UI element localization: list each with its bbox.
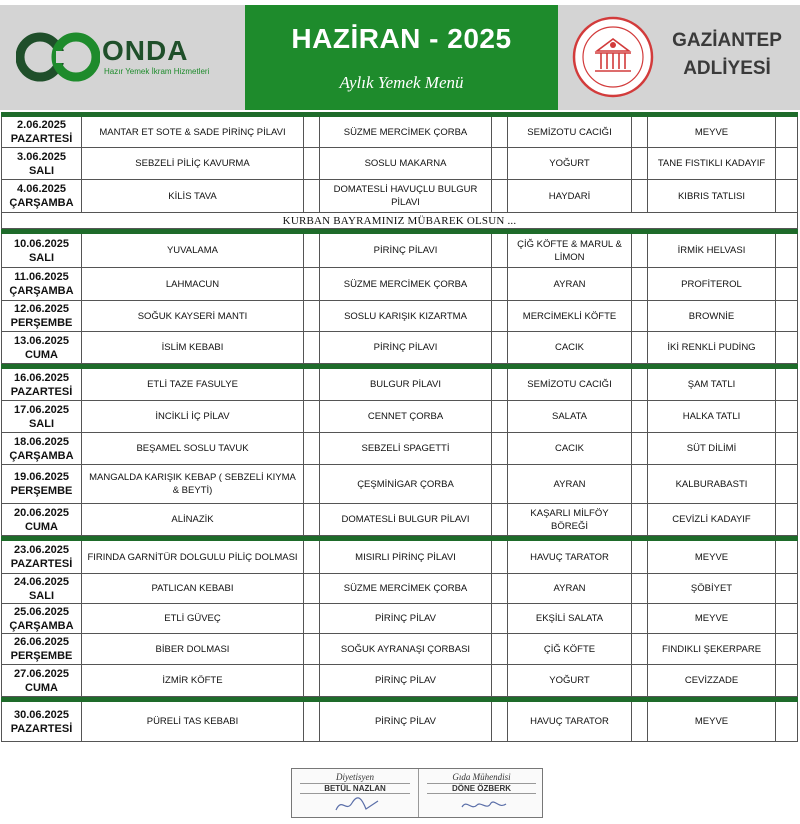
date-text: 24.06.2025 [13,575,70,588]
column-spacer [491,665,507,697]
menu-row [1,465,798,504]
company-tagline: Hazır Yemek İkram Hizmetleri [104,67,210,76]
column-spacer [775,401,798,433]
dessert-cell: İKİ RENKLİ PUDİNG [647,332,775,364]
date-cell [1,401,81,433]
main-dish-cell: ETLİ GÜVEÇ [81,604,303,634]
weekday-text: SALI [28,417,55,430]
date-cell [1,268,81,301]
main-dish-cell: MANGALDA KARIŞIK KEBAP ( SEBZELİ KIYMA & BEYTİ) [81,465,303,504]
menu-row [1,702,798,742]
column-spacer [775,665,798,697]
side-dish-cell: SÜZME MERCİMEK ÇORBA [319,117,491,148]
column-spacer [631,268,647,301]
main-dish-cell: ALİNAZİK [81,504,303,536]
side-dish-cell: PİRİNÇ PİLAV [319,604,491,634]
side-dish-cell: SOĞUK AYRANAŞI ÇORBASI [319,634,491,665]
date-text: 17.06.2025 [13,403,70,416]
signature-name: BETÜL NAZLAN [300,783,410,794]
court-panel [558,5,800,110]
column-spacer [775,180,798,213]
column-spacer [491,268,507,301]
court-name-line1: GAZİANTEP [672,30,782,51]
menu-row [1,541,798,574]
column-spacer [631,665,647,697]
court-name [658,27,796,83]
side-dish-cell: CENNET ÇORBA [319,401,491,433]
menu-row [1,504,798,536]
column-spacer [631,541,647,574]
extra-dish-cell: ÇİĞ KÖFTE & MARUL & LİMON [507,234,631,268]
column-spacer [775,234,798,268]
main-dish-cell: BEŞAMEL SOSLU TAVUK [81,433,303,465]
dessert-cell: KALBURABASTI [647,465,775,504]
column-spacer [303,369,319,401]
extra-dish-cell: CACIK [507,433,631,465]
signature-title: Diyetisyen [336,772,374,782]
menu-row [1,268,798,301]
signature-name: DÖNE ÖZBERK [427,783,536,794]
date-cell [1,369,81,401]
column-spacer [303,332,319,364]
column-spacer [775,574,798,604]
date-text: 16.06.2025 [13,371,70,384]
side-dish-cell: SOSLU MAKARNA [319,148,491,180]
extra-dish-cell: HAVUÇ TARATOR [507,541,631,574]
side-dish-cell: PİRİNÇ PİLAVI [319,332,491,364]
dessert-cell: CEVİZLİ KADAYIF [647,504,775,536]
column-spacer [303,301,319,332]
date-text: 26.06.2025 [13,636,70,648]
date-cell [1,234,81,268]
weekday-text: CUMA [25,348,58,361]
column-spacer [491,301,507,332]
column-spacer [491,702,507,742]
title-panel [245,5,558,110]
column-spacer [775,504,798,536]
column-spacer [303,665,319,697]
extra-dish-cell: CACIK [507,332,631,364]
extra-dish-cell: MERCİMEKLİ KÖFTE [507,301,631,332]
menu-row [1,634,798,665]
weekday-text: PERŞEMBE [10,317,73,329]
dessert-cell: MEYVE [647,702,775,742]
weekday-text: SALI [28,589,55,602]
date-text: 3.06.2025 [17,150,66,163]
date-text: 20.06.2025 [13,506,70,519]
dessert-cell: ŞAM TATLI [647,369,775,401]
column-spacer [491,180,507,213]
column-spacer [303,634,319,665]
column-spacer [775,433,798,465]
column-spacer [303,401,319,433]
dessert-cell: FINDIKLI ŞEKERPARE [647,634,775,665]
column-spacer [775,301,798,332]
column-spacer [491,433,507,465]
dessert-cell: CEVİZZADE [647,665,775,697]
column-spacer [631,332,647,364]
main-dish-cell: PÜRELİ TAS KEBABI [81,702,303,742]
menu-row [1,665,798,697]
column-spacer [303,433,319,465]
date-cell [1,634,81,665]
dessert-cell: HALKA TATLI [647,401,775,433]
date-cell [1,301,81,332]
column-spacer [303,180,319,213]
extra-dish-cell: SALATA [507,401,631,433]
column-spacer [491,234,507,268]
column-spacer [631,117,647,148]
column-spacer [631,504,647,536]
date-cell [1,332,81,364]
column-spacer [491,148,507,180]
dessert-cell: PROFİTEROL [647,268,775,301]
column-spacer [631,574,647,604]
page-header [0,0,800,110]
column-spacer [303,541,319,574]
weekday-text: PERŞEMBE [10,650,73,662]
main-dish-cell: ETLİ TAZE FASULYE [81,369,303,401]
side-dish-cell: ÇEŞMİNİGAR ÇORBA [319,465,491,504]
extra-dish-cell: AYRAN [507,465,631,504]
column-spacer [631,604,647,634]
column-spacer [631,369,647,401]
column-spacer [303,504,319,536]
column-spacer [631,634,647,665]
column-spacer [491,634,507,665]
main-dish-cell: SEBZELİ PİLİÇ KAVURMA [81,148,303,180]
side-dish-cell: DOMATESLİ BULGUR PİLAVI [319,504,491,536]
main-dish-cell: BİBER DOLMASI [81,634,303,665]
extra-dish-cell: EKŞİLİ SALATA [507,604,631,634]
menu-row [1,117,798,148]
date-cell [1,148,81,180]
column-spacer [775,541,798,574]
date-text: 30.06.2025 [13,708,70,721]
menu-row [1,148,798,180]
main-dish-cell: MANTAR ET SOTE & SADE PİRİNÇ PİLAVI [81,117,303,148]
date-text: 10.06.2025 [13,237,70,250]
column-spacer [775,148,798,180]
side-dish-cell: SÜZME MERCİMEK ÇORBA [319,268,491,301]
holiday-message: KURBAN BAYRAMINIZ MÜBAREK OLSUN ... [1,213,798,229]
extra-dish-cell: ÇİĞ KÖFTE [507,634,631,665]
dessert-cell: MEYVE [647,604,775,634]
dessert-cell: KIBRIS TATLISI [647,180,775,213]
column-spacer [491,574,507,604]
date-text: 2.06.2025 [17,119,66,131]
extra-dish-cell: AYRAN [507,574,631,604]
date-cell [1,117,81,148]
column-spacer [303,234,319,268]
menu-row [1,332,798,364]
extra-dish-cell: YOĞURT [507,665,631,697]
side-dish-cell: PİRİNÇ PİLAV [319,702,491,742]
column-spacer [631,433,647,465]
menu-row [1,180,798,213]
weekday-text: ÇARŞAMBA [9,285,74,297]
menu-row [1,433,798,465]
date-text: 19.06.2025 [13,471,70,483]
extra-dish-cell: AYRAN [507,268,631,301]
side-dish-cell: SOSLU KARIŞIK KIZARTMA [319,301,491,332]
column-spacer [631,180,647,213]
side-dish-cell: BULGUR PİLAVI [319,369,491,401]
date-text: 11.06.2025 [14,271,69,283]
menu-row [1,604,798,634]
column-spacer [775,465,798,504]
column-spacer [631,702,647,742]
month-title: HAZİRAN - 2025 [291,23,512,54]
weekday-text: SALI [28,164,55,177]
side-dish-cell: SÜZME MERCİMEK ÇORBA [319,574,491,604]
main-dish-cell: LAHMACUN [81,268,303,301]
onda-logo-icon [16,29,100,85]
column-spacer [491,604,507,634]
court-name-line2: ADLİYESİ [683,58,771,79]
date-text: 12.06.2025 [13,303,70,315]
column-spacer [303,117,319,148]
signature-scribble-icon [459,795,509,815]
date-cell [1,702,81,742]
company-logo-panel [0,5,245,110]
column-spacer [303,465,319,504]
company-name: ONDA [102,35,189,66]
column-spacer [631,401,647,433]
column-spacer [303,268,319,301]
column-spacer [303,574,319,604]
column-spacer [303,148,319,180]
extra-dish-cell: SEMİZOTU CACIĞI [507,117,631,148]
weekday-text: PAZARTESİ [10,385,73,398]
date-cell [1,541,81,574]
signature-scribble-icon [332,795,382,815]
main-dish-cell: İZMİR KÖFTE [81,665,303,697]
main-dish-cell: PATLICAN KEBABI [81,574,303,604]
dessert-cell: ŞÖBİYET [647,574,775,604]
menu-row [1,369,798,401]
side-dish-cell: PİRİNÇ PİLAV [319,665,491,697]
weekday-text: ÇARŞAMBA [9,619,74,632]
main-dish-cell: KİLİS TAVA [81,180,303,213]
weekday-text: PAZARTESİ [10,722,73,735]
column-spacer [491,117,507,148]
weekday-text: ÇARŞAMBA [9,449,74,462]
column-spacer [491,369,507,401]
date-text: 13.06.2025 [13,334,70,347]
menu-row [1,234,798,268]
column-spacer [775,604,798,634]
column-spacer [303,702,319,742]
date-cell [1,433,81,465]
weekday-text: ÇARŞAMBA [9,197,74,209]
column-spacer [631,301,647,332]
date-cell [1,465,81,504]
ministry-seal-icon [571,15,655,99]
weekday-text: CUMA [25,520,58,533]
extra-dish-cell: KAŞARLI MİLFÖY BÖREĞİ [507,504,631,536]
main-dish-cell: FIRINDA GARNİTÜR DOLGULU PİLİÇ DOLMASI [81,541,303,574]
column-spacer [491,541,507,574]
weekday-text: PERŞEMBE [10,485,73,497]
weekday-text: PAZARTESİ [10,558,73,570]
main-dish-cell: SOĞUK KAYSERİ MANTI [81,301,303,332]
weekday-text: CUMA [25,681,58,694]
dessert-cell: MEYVE [647,541,775,574]
date-text: 18.06.2025 [13,435,70,448]
date-cell [1,504,81,536]
side-dish-cell: PİRİNÇ PİLAVI [319,234,491,268]
dessert-cell: MEYVE [647,117,775,148]
menu-row [1,301,798,332]
column-spacer [491,332,507,364]
main-dish-cell: İSLİM KEBABI [81,332,303,364]
side-dish-cell: MISIRLI PİRİNÇ PİLAVI [319,541,491,574]
main-dish-cell: YUVALAMA [81,234,303,268]
weekday-text: PAZARTESİ [10,133,73,145]
column-spacer [775,369,798,401]
menu-row [1,401,798,433]
column-spacer [491,465,507,504]
date-text: 25.06.2025 [13,605,70,618]
column-spacer [775,634,798,665]
column-spacer [775,702,798,742]
extra-dish-cell: YOĞURT [507,148,631,180]
menu-row [1,574,798,604]
column-spacer [631,234,647,268]
dessert-cell: BROWNİE [647,301,775,332]
column-spacer [631,148,647,180]
date-cell [1,665,81,697]
signature-title: Gıda Mühendisi [452,772,511,782]
column-spacer [775,117,798,148]
extra-dish-cell: SEMİZOTU CACIĞI [507,369,631,401]
extra-dish-cell: HAYDARİ [507,180,631,213]
menu-subtitle: Aylık Yemek Menü [339,73,464,92]
dessert-cell: TANE FISTIKLI KADAYIF [647,148,775,180]
date-cell [1,604,81,634]
side-dish-cell: DOMATESLİ HAVUÇLU BULGUR PİLAVI [319,180,491,213]
column-spacer [631,465,647,504]
column-spacer [775,268,798,301]
column-spacer [775,332,798,364]
signature-box [291,768,543,818]
side-dish-cell: SEBZELİ SPAGETTİ [319,433,491,465]
column-spacer [491,504,507,536]
date-cell [1,180,81,213]
main-dish-cell: İNCİKLİ İÇ PİLAV [81,401,303,433]
dessert-cell: SÜT DİLİMİ [647,433,775,465]
date-text: 4.06.2025 [17,183,66,195]
engineer-signature [418,769,544,817]
dietitian-signature [292,769,418,817]
date-text: 27.06.2025 [13,667,70,680]
column-spacer [303,604,319,634]
date-cell [1,574,81,604]
date-text: 23.06.2025 [13,544,70,556]
dessert-cell: İRMİK HELVASI [647,234,775,268]
extra-dish-cell: HAVUÇ TARATOR [507,702,631,742]
weekday-text: SALI [28,251,55,264]
column-spacer [491,401,507,433]
